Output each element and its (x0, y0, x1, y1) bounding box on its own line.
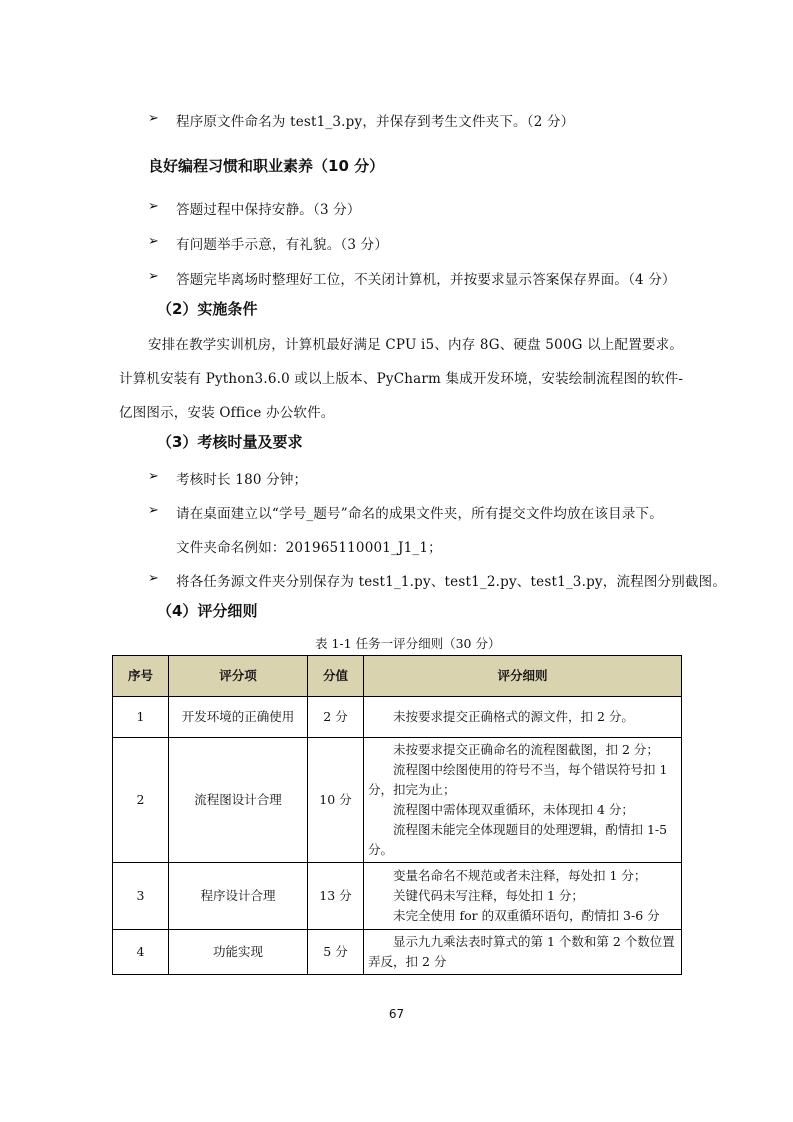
row-details (364, 697, 682, 738)
conditions-heading: （2）实施条件 (157, 300, 258, 318)
bullet-arrow-icon: ➢ (148, 571, 159, 586)
table-caption: 表 1-1 任务一评分细则（30 分） (315, 636, 501, 651)
row-item: 流程图设计合理 (169, 738, 308, 863)
requirements-item: 将各任务源文件夹分别保存为 test1_1.py、test1_2.py、test1_3.py，流程图分别截图。 (176, 574, 727, 590)
row-details (364, 738, 682, 863)
header-cell: 分值 (308, 656, 364, 697)
row-item: 功能实现 (169, 930, 308, 975)
table-row (113, 697, 682, 738)
row-number: 4 (113, 930, 169, 975)
detail-line: 未按要求提交正确格式的源文件，扣 2 分。 (393, 709, 634, 724)
rubric-heading: （4）评分细则 (157, 602, 258, 620)
header-cell: 评分项 (169, 656, 308, 697)
row-score: 13 分 (308, 863, 364, 930)
table-row (113, 863, 682, 930)
detail-line: 未完全使用 for 的双重循环语句，酌情扣 3-6 分 (393, 908, 660, 923)
row-number: 1 (113, 697, 169, 738)
row-score: 2 分 (308, 697, 364, 738)
bullet-arrow-icon: ➢ (148, 199, 159, 214)
detail-line: 流程图中需体现双重循环，未体现扣 4 分； (393, 802, 634, 817)
requirements-heading: （3）考核时量及要求 (157, 433, 303, 451)
conditions-line: 亿图图示，安装 Office 办公软件。 (119, 405, 335, 421)
row-item: 开发环境的正确使用 (169, 697, 308, 738)
habits-item: 答题完毕离场时整理好工位，不关闭计算机，并按要求显示答案保存界面。（4 分） (176, 272, 676, 288)
requirements-item: 考核时长 180 分钟； (176, 472, 308, 488)
habits-heading: 良好编程习惯和职业素养（10 分） (148, 157, 385, 175)
conditions-line: 计算机安装有 Python3.6.0 或以上版本、PyCharm 集成开发环境，安装绘制流程图的软件- (119, 371, 684, 387)
detail-line: 变量名命名不规范或者未注释，每处扣 1 分； (393, 868, 647, 883)
table-row (113, 738, 682, 863)
row-number: 3 (113, 863, 169, 930)
detail-line: 关键代码未写注释，每处扣 1 分； (393, 888, 584, 903)
row-score: 5 分 (308, 930, 364, 975)
detail-line: 流程图中绘图使用的符号不当，每个错误符号扣 1 分，扣完为止； (368, 762, 668, 797)
detail-line: 未按要求提交正确命名的流程图截图，扣 2 分； (393, 742, 659, 757)
row-score: 10 分 (308, 738, 364, 863)
habits-item: 答题过程中保持安静。（3 分） (176, 202, 361, 218)
row-details (364, 863, 682, 930)
top-bullet-text: 程序原文件命名为 test1_3.py，并保存到考生文件夹下。（2 分） (176, 114, 575, 130)
detail-line: 显示九九乘法表时算式的第 1 个数和第 2 个数位置弄反，扣 2 分 (368, 934, 675, 969)
detail-line: 流程图未能完全体现题目的处理逻辑，酌情扣 1-5 分。 (368, 822, 668, 857)
row-number: 2 (113, 738, 169, 863)
bullet-arrow-icon: ➢ (148, 469, 159, 484)
habits-item: 有问题举手示意，有礼貌。（3 分） (176, 237, 389, 253)
header-cell: 评分细则 (364, 656, 682, 697)
bullet-arrow-icon: ➢ (148, 234, 159, 249)
requirements-example: 文件夹命名例如：201965110001_J1_1； (176, 540, 442, 556)
table-row (113, 930, 682, 975)
bullet-arrow-icon: ➢ (148, 269, 159, 284)
header-cell: 序号 (113, 656, 169, 697)
bullet-arrow-icon: ➢ (148, 111, 159, 126)
row-details (364, 930, 682, 975)
table-header-row (113, 656, 682, 697)
row-item: 程序设计合理 (169, 863, 308, 930)
conditions-line: 安排在教学实训机房，计算机最好满足 CPU i5、内存 8G、硬盘 500G 以上配置要求。 (148, 337, 684, 353)
scoring-table (112, 655, 682, 975)
requirements-item: 请在桌面建立以“学号_题号”命名的成果文件夹，所有提交文件均放在该目录下。 (176, 506, 663, 522)
page-number: 67 (388, 1007, 405, 1021)
bullet-arrow-icon: ➢ (148, 503, 159, 518)
